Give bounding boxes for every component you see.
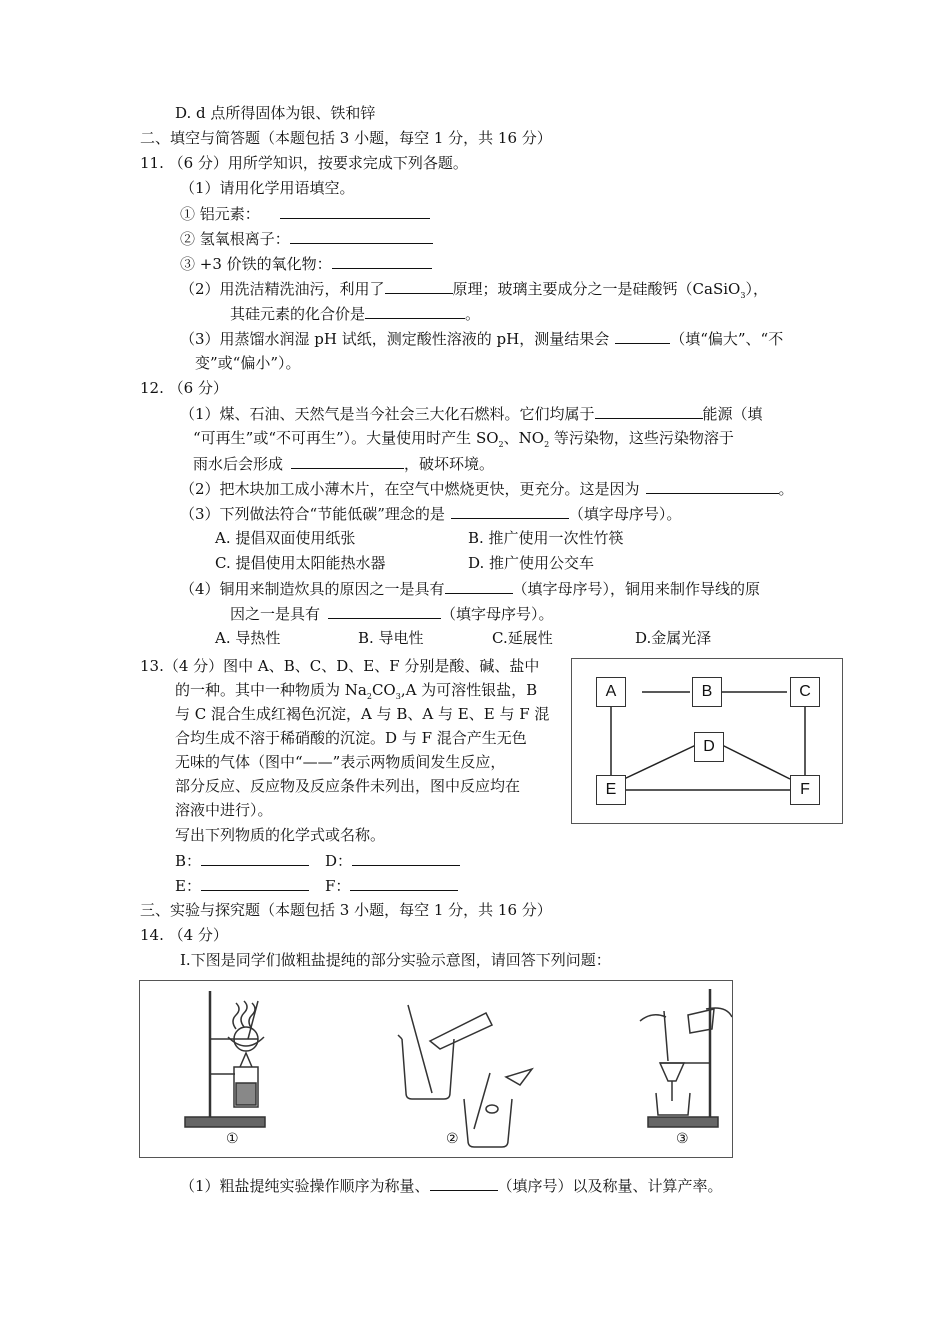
q12-option-a: A. 提倡双面使用纸张 [215,529,356,547]
q12-p1-cont2: 雨水后会形成 ，破坏环境。 [193,455,495,473]
q12-4-option-c: C.延展性 [492,629,553,647]
q12-option-b: B. 推广使用一次性竹筷 [468,529,624,547]
q13-line1: 13.（4 分）图中 A、B、C、D、E、F 分别是酸、碱、盐中 [140,657,540,675]
q13-line2: 的一种。其中一种物质为 $Na_2CO_3,A$ 为可溶性银盐，B [175,681,538,701]
figure-label-3: ③ [676,1131,689,1147]
experiment-figure [139,980,733,1158]
q12-4-option-a: A. 导热性 [215,629,281,647]
figure-label-1: ① [226,1131,239,1147]
q11-p3: （3）用蒸馏水润湿 pH 试纸，测定酸性溶液的 pH，测量结果会 （填“偏大”、“不 [180,330,784,348]
reaction-diagram [571,658,843,824]
q11-p2: （2）用洗洁精洗油污，利用了 原理；玻璃主要成分之一是硅酸钙（CaSiO$_3$）， [180,280,768,300]
q11-head: 11. （6 分）用所学知识，按要求完成下列各题。 [140,154,468,172]
answer-blank[interactable] [385,278,453,294]
section-2-title: 二、填空与简答题（本题包括 3 小题，每空 1 分，共 16 分） [140,129,552,147]
node-f: F [790,775,820,805]
option-d: D. d 点所得固体为银、铁和锌 [175,104,376,122]
q12-4-option-d: D.金属光泽 [635,629,712,647]
answer-blank[interactable] [430,1175,498,1191]
q12-4-option-b: B. 导电性 [358,629,424,647]
q12-p3: （3）下列做法符合“节能低碳”理念的是 （填字母序号）。 [180,505,682,523]
q12-p4-cont: 因之一是具有 （填字母序号）。 [230,605,554,623]
answer-blank[interactable] [451,503,569,519]
q11-p2-cont: 其硅元素的化合价是 。 [230,305,481,323]
q12-option-c: C. 提倡使用太阳能热水器 [215,554,386,572]
q11-b: ② 氢氧根离子： [180,228,433,249]
q14-intro: Ⅰ.下图是同学们做粗盐提纯的部分实验示意图，请回答下列问题： [180,951,611,969]
q13-line4: 合均生成不溶于稀硝酸的沉淀。D 与 F 混合产生无色 [175,729,527,747]
answer-blank[interactable] [290,228,433,244]
node-b: B [692,677,722,707]
q13-line7: 溶液中进行）。 [175,801,273,819]
evaporation-setup [185,991,265,1127]
q12-p1-cont: “可再生”或“不可再生”）。大量使用时产生 $SO_2$、$NO_2$ 等污染物，这些污染物溶于 [193,429,734,449]
node-d: D [694,732,724,762]
answer-blank[interactable] [201,850,309,866]
q12-p2: （2）把木块加工成小薄木片，在空气中燃烧更快，更充分。这是因为 。 [180,480,794,498]
q13-answer-f: F： [325,875,458,896]
q12-p1: （1）煤、石油、天然气是当今社会三大化石燃料。它们均属于 能源（填 [180,405,763,423]
q13-answer-d: D： [325,850,460,871]
answer-blank[interactable] [365,303,465,319]
answer-blank[interactable] [445,578,513,594]
q11-p1: （1）请用化学用语填空。 [180,179,355,197]
dissolving-setup [398,1005,532,1147]
answer-blank[interactable] [352,850,460,866]
q13-line6: 部分反应、反应物及反应条件未列出，图中反应均在 [175,777,521,795]
node-a: A [596,677,626,707]
q12-option-d: D. 推广使用公交车 [468,554,595,572]
q13-answer-b: B： [175,850,309,871]
answer-blank[interactable] [280,203,430,219]
answer-blank[interactable] [595,403,703,419]
q11-c: ③ +3 价铁的氧化物： [180,253,432,274]
answer-blank[interactable] [615,328,670,344]
node-e: E [596,775,626,805]
answer-blank[interactable] [201,875,309,891]
filtration-setup [640,989,732,1127]
section-3-title: 三、实验与探究题（本题包括 3 小题，每空 1 分，共 16 分） [140,901,552,919]
q14-head: 14. （4 分） [140,926,228,944]
q14-p1: （1）粗盐提纯实验操作顺序为称量、 （填序号）以及称量、计算产率。 [180,1177,723,1195]
q12-head: 12. （6 分） [140,379,228,397]
q11-a: ① 铝元素： [180,203,430,224]
answer-blank[interactable] [350,875,458,891]
answer-blank[interactable] [646,478,779,494]
q13-line8: 写出下列物质的化学式或名称。 [175,826,386,844]
node-c: C [790,677,820,707]
answer-blank[interactable] [328,603,441,619]
answer-blank[interactable] [291,453,404,469]
q13-line5: 无味的气体（图中“——”表示两物质间发生反应， [175,753,506,771]
q13-line3: 与 C 混合生成红褐色沉淀，A 与 B、A 与 E、E 与 F 混 [175,705,550,723]
figure-label-2: ② [446,1131,459,1147]
q11-p3-cont: 变”或“偏小”）。 [195,354,301,372]
q13-answer-e: E： [175,875,309,896]
answer-blank[interactable] [332,253,432,269]
q12-p4: （4）铜用来制造炊具的原因之一是具有 （填字母序号），铜用来制作导线的原 [180,580,761,598]
